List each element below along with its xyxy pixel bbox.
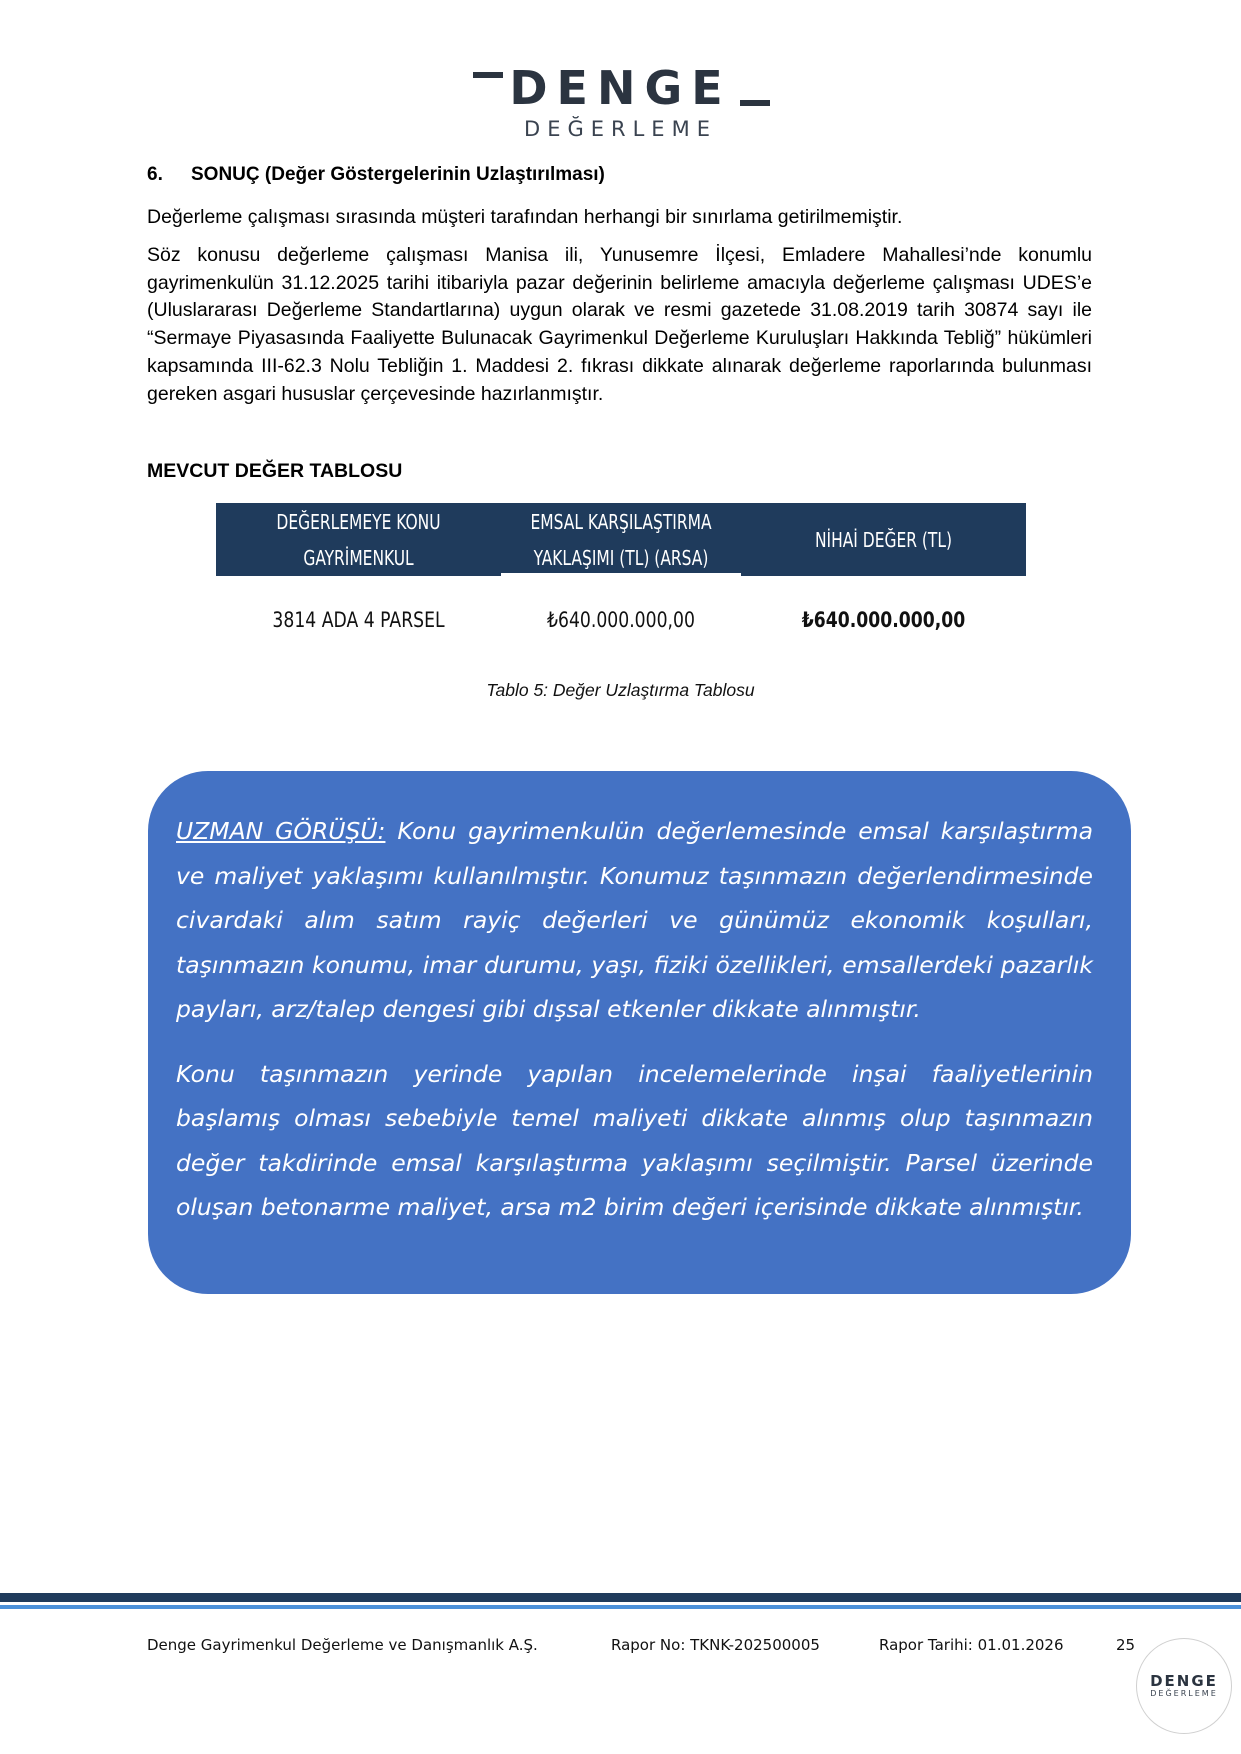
footer-company: Denge Gayrimenkul Değerleme ve Danışmanlık A.Ş. [147, 1636, 538, 1654]
value-table-header-cell: NİHAİ DEĞER (TL) [814, 527, 953, 552]
logo-brand [469, 62, 771, 114]
footer-report-no: Rapor No: TKNK-202500005 [611, 1636, 820, 1654]
header-gap-line [501, 573, 741, 577]
seal-subbrand: DEĞERLEME [1150, 1689, 1218, 1698]
header-logo [0, 62, 1241, 142]
expert-opinion-box [148, 771, 1131, 1294]
value-table-header-cell: DEĞERLEMEYE KONU GAYRİMENKUL [276, 509, 441, 570]
paragraph-limitations: Değerleme çalışması sırasında müşteri tarafından herhangi bir sınırlama getirilmemiştir. [147, 206, 903, 228]
table-caption: Tablo 5: Değer Uzlaştırma Tablosu [486, 680, 755, 700]
footer-logo-seal [1136, 1638, 1232, 1734]
table-row [216, 600, 1026, 640]
logo-bar-left [473, 72, 503, 78]
expert-opinion-paragraph-1 [176, 809, 1093, 1032]
section-number: 6. [147, 164, 163, 185]
value-table-header [216, 503, 1026, 576]
paragraph-scope: Söz konusu değerleme çalışması Manisa ili, Yunusemre İlçesi, Emladere Mahallesi’nde konumlu gayrimenkulün 31.12.2025 tarihi itibariyla pazar değerinin belirleme amacıyla değerleme çalışması UDES’e (Uluslararası Değerleme Standartlarına) uygun olarak ve resmi gazetede 31.08.2019 tarih 30874 sayı ile “Sermaye Piyasasında Faaliyette Bulunacak Gayrimenkul Değerleme Kuruluşları Hakkında Tebliğ” hükümleri kapsamında III-62.3 Nolu Tebliğin 1. Maddesi 2. fıkrası dikkate alınarak değerleme raporlarında bulunması gereken asgari hususlar çerçevesinde hazırlanmıştır. [147, 244, 1092, 405]
logo-brand-text: DENGE [509, 61, 732, 115]
section-title-text: SONUÇ (Değer Göstergelerinin Uzlaştırılması) [191, 164, 605, 185]
value-table-title: MEVCUT DEĞER TABLOSU [147, 460, 403, 482]
expert-opinion-paragraph-2: Konu taşınmazın yerinde yapılan incelemelerinde inşai faaliyetlerinin başlamış olması sebebiyle temel maliyeti dikkate alınmış olup taşınmazın değer takdirinde emsal karşılaştırma yaklaşımı seçilmiştir. Parsel üzerinde oluşan betonarme maliyet, arsa m2 birim değeri içerisinde dikkate alınmıştır. [176, 1059, 1093, 1221]
footer-rule-light [0, 1605, 1241, 1609]
section-title [147, 164, 605, 186]
logo-subbrand: DEĞERLEME [524, 117, 717, 141]
page-number: 25 [1116, 1636, 1136, 1654]
value-table-cell-final: ₺640.000.000,00 [801, 608, 966, 632]
value-table-cell-property: 3814 ADA 4 PARSEL [272, 608, 445, 632]
value-table-header-cell: EMSAL KARŞILAŞTIRMA YAKLAŞIMI (TL) (ARSA) [530, 509, 712, 570]
footer-report-date: Rapor Tarihi: 01.01.2026 [879, 1636, 1064, 1654]
footer-rule-dark [0, 1593, 1241, 1602]
value-table-cell-comparison: ₺640.000.000,00 [547, 608, 695, 632]
logo-bar-right [740, 100, 770, 106]
seal-brand: DENGE [1150, 1672, 1218, 1690]
expert-opinion-label: UZMAN GÖRÜŞÜ: [176, 817, 386, 845]
expert-opinion-text-1: Konu gayrimenkulün değerlemesinde emsal karşılaştırma ve maliyet yaklaşımı kullanılmıştır. Konumuz taşınmazın değerlendirmesinde civardaki alım satım rayiç değerleri ve günümüz ekonomik koşulları, taşınmazın konumu, imar durumu, yaşı, fiziki özellikleri, emsallerdeki pazarlık payları, arz/talep dengesi gibi dışsal etkenler dikkate alınmıştır. [176, 817, 1093, 1023]
